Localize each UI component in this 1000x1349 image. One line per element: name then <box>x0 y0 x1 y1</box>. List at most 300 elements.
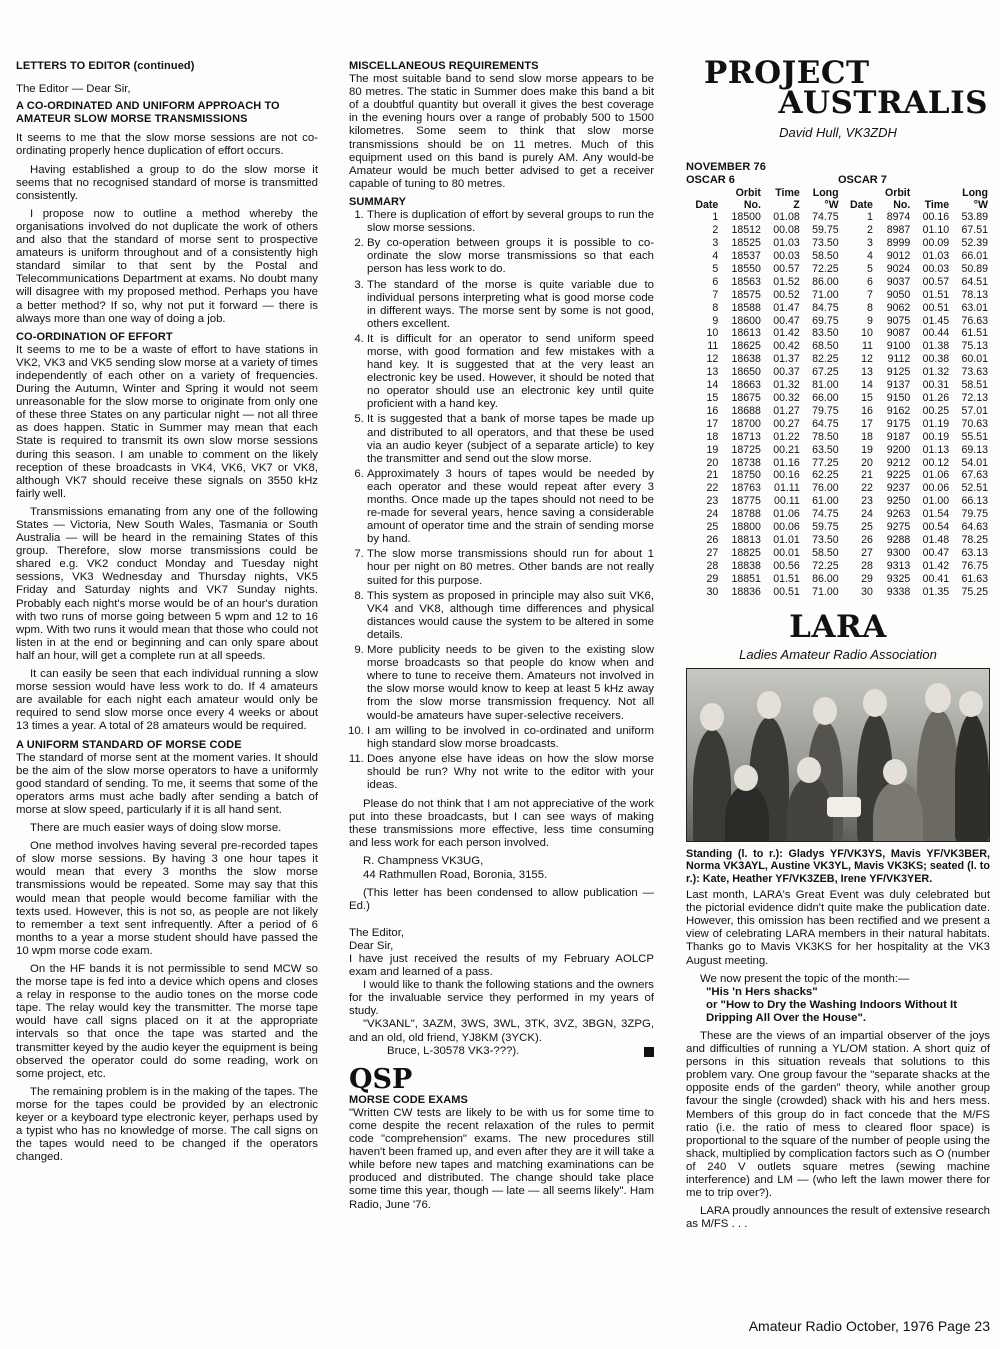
table-cell: 79.75 <box>961 508 988 521</box>
table-row <box>686 586 990 599</box>
table-cell: 54.01 <box>961 456 988 469</box>
paragraph: "Written CW tests are likely to be with us for some time to come despite the recent relaxation of the rules to permit code "comprehension" exams. The new procedures still haven't been framed up, and even after they are it will take a while before new tapes and matching examinations can be produced and distributed. The change should take place some time this year, though — late — all seems likely". Ham Radio, June '76. <box>349 1106 654 1211</box>
column-header <box>686 187 720 199</box>
table-cell: 18638 <box>731 353 761 366</box>
lara-title: LARA <box>789 609 887 646</box>
table-row <box>686 366 990 379</box>
table-cell: 18 <box>706 430 719 443</box>
table-cell: 00.12 <box>922 456 950 469</box>
column-header: Orbit <box>735 187 761 200</box>
table-cell: 83.50 <box>812 327 839 340</box>
table-cell: 00.38 <box>922 353 950 366</box>
table-cell: 29 <box>706 572 719 585</box>
table-cell: 00.47 <box>773 314 800 327</box>
table-cell: 18725 <box>731 443 761 456</box>
column-header: °W <box>824 199 839 212</box>
table-cell: 18625 <box>731 340 761 353</box>
column-header: Time <box>924 199 950 212</box>
table-cell: 01.47 <box>773 301 800 314</box>
table-cell: 18763 <box>731 482 761 495</box>
table-row <box>686 315 990 328</box>
list-item: 9. More publicity needs to be given to the existing slow morse broadcasts so that people do know when and where to tune to receive them. Amateurs not involved in the slow morse would know to keep at least 5 kHz away from the slow morse transmission frequency. Not all would-be amateurs have super-selective receivers. <box>367 644 654 723</box>
column-header: No. <box>743 199 761 212</box>
oscar6-label: OSCAR 6 <box>686 174 735 187</box>
table-row <box>686 237 990 250</box>
list-item: 5. It is suggested that a bank of morse tapes be made up and distributed to all operators, and that these be used via an audio keyer (subject of a separate article) to key the transmitter and send out the slow morse. <box>367 413 654 465</box>
table-cell: 18550 <box>731 262 761 275</box>
table-cell: 00.16 <box>922 211 950 224</box>
table-cell: 52.39 <box>961 237 988 250</box>
table-cell: 9012 <box>886 250 911 262</box>
paragraph: The most suitable band to send slow morse appears to be 80 metres. The static in Summer does make this band a bit of a doubtful quantity but overall it gives the best coverage in the evening hours over a range of probably 500 to 1500 kilometres. Some seem to think that slow morse transmissions should be on 11 metres. Much of this equipment used on this band is purely AM. Any would-be Amateur would be much better advised to get a receiver capable of tuning to 80 metres. <box>349 73 654 190</box>
table-cell: 76.63 <box>961 314 988 327</box>
paragraph: The standard of morse sent at the moment varies. It should be the aim of the slow morse operators to have a uniformly good standard of sending. To me, it seems that some of the operators arms must ache badly after sending a batch of morse at slow speed, particularly if it is all hand sent. <box>16 751 318 816</box>
table-cell: 64.51 <box>961 275 988 288</box>
table-cell: 9237 <box>886 482 911 495</box>
table-cell: 00.19 <box>922 430 950 443</box>
column-header: °W <box>973 199 988 212</box>
table-cell: 00.01 <box>773 546 800 559</box>
table-cell: 18836 <box>731 585 761 598</box>
table-cell: 18 <box>861 430 873 443</box>
table-cell: 26 <box>706 533 719 546</box>
table-cell: 19 <box>706 443 719 456</box>
table-cell: 26 <box>861 533 873 546</box>
table-cell: 1 <box>712 211 719 224</box>
table-cell: 76.75 <box>961 559 988 572</box>
table-cell: 4 <box>712 250 719 262</box>
subheading: MORSE CODE EXAMS <box>349 1093 468 1106</box>
orbit-table-body <box>686 211 990 598</box>
table-cell: 72.13 <box>961 391 988 404</box>
photo-caption: Standing (l. to r.): Gladys YF/VK3YS, Mavis YF/VK3BER, Norma VK3AYL, Austine VK3YL, Mavis VK3KS; seated (l. to r.): Kate, Heather YF/VK3ZEB, Irene YF/VK3YER. <box>686 847 990 885</box>
table-row <box>686 392 990 405</box>
section-heading: LETTERS TO EDITOR (continued) <box>16 60 195 72</box>
table-cell: 57.01 <box>961 404 988 417</box>
table-cell: 8 <box>712 301 719 314</box>
table-cell: 60.01 <box>961 353 988 366</box>
table-cell: 01.52 <box>773 275 800 288</box>
table-cell: 73.50 <box>812 237 839 250</box>
table-cell: 9112 <box>887 353 911 366</box>
table-cell: 00.42 <box>773 340 800 353</box>
table-cell: 6 <box>867 275 873 288</box>
table-cell: 2 <box>867 224 873 237</box>
paragraph: Last month, LARA's Great Event was duly celebrated but the pictorial evidence didn't quite make the publication date. However, this omission has been rectified and we present a view of celebrating LARA members in their natural habitats. Thanks go to Mavis VK3KS for her hospitality at the VK3 August meeting. <box>686 889 990 967</box>
table-cell: 59.75 <box>812 521 839 534</box>
table-cell: 76.00 <box>812 482 839 495</box>
paragraph: On the HF bands it is not permissible to send MCW so the morse tape is fed into a device which opens and closes a relay in response to the audio tones on the morse code tape. The relay would key the transmitter. The morse tape would have call signs placed on it at the appropriate intervals so that once the tape was started and the transmitter keyed by the audio keyer the equipment is being observed the operator could do some reading, work on some project, etc. <box>16 963 318 1080</box>
table-cell: 9050 <box>886 288 911 301</box>
table-cell: 17 <box>861 417 873 430</box>
table-cell: 18838 <box>731 559 761 572</box>
table-cell: 9313 <box>886 559 911 572</box>
table-cell: 01.51 <box>922 288 950 301</box>
table-cell: 12 <box>861 353 873 366</box>
table-cell: 16 <box>861 404 873 417</box>
letter-title: A CO-ORDINATED AND UNIFORM APPROACH TO AMATEUR SLOW MORSE TRANSMISSIONS <box>16 100 280 126</box>
table-row <box>686 431 990 444</box>
qsp-title: QSP <box>349 1063 413 1095</box>
table-cell: 18813 <box>731 533 761 546</box>
column-header: Time <box>775 187 800 200</box>
table-cell: 24 <box>706 508 719 521</box>
table-row <box>686 418 990 431</box>
table-cell: 63.01 <box>961 301 988 314</box>
table-cell: 01.42 <box>922 559 950 572</box>
signature-name <box>349 1045 654 1058</box>
table-cell: 00.06 <box>922 482 950 495</box>
project-title-line2: AUSTRALIS <box>778 85 988 121</box>
table-cell: 9037 <box>886 275 911 288</box>
table-cell: 28 <box>861 559 873 572</box>
table-cell: 01.03 <box>773 237 800 250</box>
table-cell: 00.56 <box>773 559 800 572</box>
list-item: 10. I am willing to be involved in co-ordinated and uniform high standard slow morse broadcasts. <box>367 725 654 751</box>
table-cell: 64.63 <box>961 521 988 534</box>
table-cell: 3 <box>867 237 873 250</box>
table-cell: 66.13 <box>961 495 988 508</box>
byline: David Hull, VK3ZDH <box>779 125 897 140</box>
table-cell: 01.01 <box>773 533 800 546</box>
table-cell: 27 <box>861 546 873 559</box>
paragraph: These are the views of an impartial observer of the joys and difficulties of running a YL/OM station. A short quiz of persons in this situation reveals that solutions to this problem vary. One group favour the "separate shacks at the opposite ends of the garden" theory, while another group favour the single (crowded) shack with his and hers mess. Members of this group do in fact concede that the M/FS ratio (i.e. the ratio of mess to cleared floor space) is proportional to the square of the number of people using the shack, multiplied by complication factors such as O (number of 240 V outlets square metres (sewing machine interference) and LM — (who left the lawn mower there for me to trip over?). <box>686 1030 990 1200</box>
table-row <box>686 250 990 263</box>
table-cell: 58.50 <box>812 546 839 559</box>
table-cell: 61.51 <box>961 327 988 340</box>
table-cell: 18738 <box>731 456 761 469</box>
table-row <box>686 457 990 470</box>
table-cell: 58.50 <box>812 250 839 262</box>
table-cell: 82.25 <box>812 353 839 366</box>
table-cell: 29 <box>861 572 873 585</box>
table-cell: 01.06 <box>773 508 800 521</box>
column-header <box>912 187 951 199</box>
table-cell: 67.51 <box>961 224 988 237</box>
list-item: 7. The slow morse transmissions should run for about 1 hour per night on 80 metres. Other bands are not really suited for this purpose. <box>367 548 654 587</box>
table-cell: 66.00 <box>812 391 839 404</box>
table-cell: 9024 <box>886 262 911 275</box>
table-cell: 22 <box>861 482 873 495</box>
table-cell: 15 <box>706 391 719 404</box>
table-cell: 00.08 <box>773 224 800 237</box>
column-header: Date <box>695 199 719 212</box>
table-cell: 01.00 <box>922 495 950 508</box>
table-cell: 73.63 <box>961 366 988 379</box>
table-cell: 75.25 <box>961 585 988 598</box>
table-cell: 01.06 <box>922 469 950 482</box>
salutation: The Editor — Dear Sir, <box>16 83 131 96</box>
topic-line <box>686 986 990 999</box>
table-cell: 01.22 <box>773 430 800 443</box>
table-cell: 9225 <box>886 469 911 482</box>
table-row <box>686 560 990 573</box>
table-cell: 70.63 <box>961 417 988 430</box>
table-cell: 21 <box>861 469 873 482</box>
table-cell: 01.38 <box>922 340 950 353</box>
column-header: Long <box>812 187 839 200</box>
table-cell: 9200 <box>886 443 911 456</box>
table-cell: 74.75 <box>812 211 839 224</box>
table-row <box>686 302 990 315</box>
table-cell: 72.25 <box>812 559 839 572</box>
table-cell: 9137 <box>886 379 911 392</box>
table-cell: 01.10 <box>922 224 950 237</box>
table-row <box>686 573 990 586</box>
table-cell: 00.03 <box>773 250 800 262</box>
table-cell: 18525 <box>731 237 761 250</box>
table-cell: 18750 <box>731 469 761 482</box>
table-cell: 18512 <box>731 224 761 237</box>
list-item: 11. Does anyone else have ideas on how the slow morse should be run? Why not write to the editor with your ideas. <box>367 753 654 792</box>
topic-title: "His 'n Hers shacks" <box>706 985 818 998</box>
table-cell: 9062 <box>886 301 911 314</box>
table-cell: 69.13 <box>961 443 988 456</box>
table-cell: 9263 <box>886 508 911 521</box>
table-cell: 8999 <box>886 237 911 250</box>
table-cell: 18537 <box>731 250 761 262</box>
table-cell: 74.75 <box>812 508 839 521</box>
table-cell: 5 <box>867 262 873 275</box>
table-row <box>686 224 990 237</box>
table-row <box>686 276 990 289</box>
table-cell: 55.51 <box>961 430 988 443</box>
table-cell: 23 <box>861 495 873 508</box>
table-cell: 00.16 <box>773 469 800 482</box>
table-cell: 00.11 <box>774 495 800 508</box>
table-cell: 00.31 <box>922 379 950 392</box>
table-cell: 9325 <box>886 572 911 585</box>
table-cell: 9300 <box>886 546 911 559</box>
table-cell: 58.51 <box>961 379 988 392</box>
subheading: MISCELLANEOUS REQUIREMENTS <box>349 60 539 72</box>
table-cell: 01.48 <box>922 533 950 546</box>
table-cell: 01.35 <box>922 585 950 598</box>
paragraph: I have just received the results of my February AOLCP exam and learned of a pass. <box>349 953 654 979</box>
table-cell: 9075 <box>886 314 911 327</box>
table-cell: 15 <box>861 391 873 404</box>
table-cell: 20 <box>861 456 873 469</box>
table-cell: 9 <box>867 314 873 327</box>
table-cell: 81.00 <box>812 379 839 392</box>
table-cell: 01.16 <box>773 456 800 469</box>
table-cell: 61.00 <box>812 495 839 508</box>
column-header: Date <box>849 199 873 212</box>
table-cell: 10 <box>706 327 719 340</box>
table-row <box>686 444 990 457</box>
paragraph: There are much easier ways of doing slow morse. <box>30 822 282 835</box>
table-cell: 18563 <box>731 275 761 288</box>
table-cell: 9338 <box>886 585 911 598</box>
table-cell: 9175 <box>886 417 911 430</box>
table-month: NOVEMBER 76 <box>686 161 766 174</box>
table-cell: 00.52 <box>773 288 800 301</box>
paragraph: I would like to thank the following stations and the owners for the invaluable service they performed in my years of study. <box>349 979 654 1018</box>
table-cell: 86.00 <box>812 572 839 585</box>
table-cell: 20 <box>706 456 719 469</box>
signature-name: R. Champness VK3UG, <box>363 855 484 868</box>
paragraph: Please do not think that I am not appreciative of the work put into these broadcasts, but I can see ways of making these transmissions more effective, less time consuming and less work for each person involved. <box>349 798 654 850</box>
table-cell: 18788 <box>731 508 761 521</box>
table-row <box>686 327 990 340</box>
table-cell: 9087 <box>886 327 911 340</box>
table-cell: 61.63 <box>961 572 988 585</box>
paragraph: It seems to me to be a waste of effort to have stations in VK2, VK3 and VK5 sending slow morse at a variety of times independently of each other on a variety of frequencies. During the Autumn, Winter and Spring it would not seem unreasonable for the slow morse to originate from only one of these three States on any particular night — not all three as does happen. Static in Summer may mean that each State is required to transmit its own slow morse sessions during this season. I am unable to comment on the likely reception of these broadcasts in VK4, VK6, VK7 or VK8, although VK7 should receive these signals on 3550 kHz fairly well. <box>16 343 319 500</box>
table-row <box>686 469 990 482</box>
table-cell: 11 <box>707 340 719 353</box>
table-cell: 9125 <box>886 366 911 379</box>
topic-line <box>686 999 990 1025</box>
table-cell: 23 <box>706 495 719 508</box>
table-row <box>686 340 990 353</box>
table-row <box>686 211 990 224</box>
table-cell: 00.41 <box>922 572 950 585</box>
table-cell: 8974 <box>886 211 911 224</box>
table-header-row <box>686 199 990 211</box>
list-item: 1. There is duplication of effort by several groups to run the slow morse sessions. <box>367 209 654 235</box>
editor-note: (This letter has been condensed to allow publication — Ed.) <box>349 886 654 912</box>
column-right <box>686 55 990 1236</box>
table-cell: 00.51 <box>773 585 800 598</box>
table-cell: 18575 <box>731 288 761 301</box>
table-cell: 72.25 <box>812 262 839 275</box>
letter-salutation: Dear Sir, <box>349 939 394 952</box>
table-cell: 5 <box>712 262 719 275</box>
table-cell: 00.25 <box>922 404 950 417</box>
table-cell: 9288 <box>886 533 911 546</box>
table-cell: 01.51 <box>773 572 800 585</box>
table-cell: 25 <box>706 521 719 534</box>
table-cell: 9100 <box>886 340 911 353</box>
letter-addressee: The Editor, <box>349 926 405 939</box>
table-cell: 19 <box>861 443 873 456</box>
table-cell: 18775 <box>731 495 761 508</box>
table-cell: 64.75 <box>812 417 839 430</box>
table-cell: 18713 <box>731 430 761 443</box>
table-cell: 66.01 <box>961 250 988 262</box>
table-row <box>686 547 990 560</box>
table-cell: 22 <box>706 482 719 495</box>
table-cell: 1 <box>867 211 873 224</box>
table-header-row <box>686 187 990 199</box>
table-cell: 01.32 <box>773 379 800 392</box>
table-cell: 17 <box>706 417 719 430</box>
table-cell: 6 <box>712 275 719 288</box>
paragraph: I propose now to outline a method whereby the organisations involved do not duplicate the work of others and also that the standard of morse sent to prospective amateurs is uniform throughout and of a consistently high standard similar to that sent by the Postal and Telecommunications Department at exams. No doubt many will disagree with my proposed method. Perhaps you have a better method? If so, why not put it forward — there is always more than one way of doing a job. <box>16 207 318 325</box>
table-cell: 01.08 <box>773 211 800 224</box>
column-header: Z <box>793 199 800 212</box>
table-cell: 18700 <box>731 417 761 430</box>
table-cell: 00.54 <box>922 521 950 534</box>
table-cell: 01.54 <box>922 508 950 521</box>
table-cell: 63.50 <box>812 443 839 456</box>
table-cell: 21 <box>706 469 719 482</box>
column-middle <box>349 60 654 1217</box>
table-cell: 78.50 <box>812 430 839 443</box>
group-photo <box>686 668 990 842</box>
table-cell: 62.25 <box>812 469 839 482</box>
table-cell: 27 <box>706 546 719 559</box>
end-mark-icon <box>644 1047 654 1057</box>
table-cell: 86.00 <box>812 275 839 288</box>
table-cell: 18663 <box>731 379 761 392</box>
table-row <box>686 534 990 547</box>
table-cell: 7 <box>867 288 873 301</box>
list-item: 8. This system as proposed in principle may also suit VK6, VK4 and VK8, although time differences and physical distances would cause the system to be altered in some details. <box>367 590 654 642</box>
table-cell: 52.51 <box>961 482 988 495</box>
table-cell: 8987 <box>886 224 911 237</box>
table-cell: 78.25 <box>961 533 988 546</box>
table-cell: 53.89 <box>961 211 988 224</box>
table-row <box>686 405 990 418</box>
table-cell: 01.03 <box>922 250 950 262</box>
table-cell: 78.13 <box>961 288 988 301</box>
table-cell: 01.11 <box>774 482 800 495</box>
table-cell: 00.47 <box>922 546 950 559</box>
table-cell: 18613 <box>731 327 761 340</box>
subheading: A UNIFORM STANDARD OF MORSE CODE <box>16 738 242 751</box>
table-cell: 18851 <box>731 572 761 585</box>
table-cell: 14 <box>861 379 873 392</box>
paragraph: It seems to me that the slow morse sessions are not co-ordinating properly hence duplication of effort occurs. <box>16 132 318 158</box>
table-cell: 01.32 <box>922 366 950 379</box>
table-cell: 18500 <box>731 211 761 224</box>
table-cell: 13 <box>706 366 719 379</box>
column-header <box>841 187 875 199</box>
list-item: 3. The standard of the morse is quite variable due to individual persons interpreting what is good morse code in different ways. The morse sent by some is not good, others excellent. <box>367 279 654 331</box>
list-item: 2. By co-operation between groups it is possible to co-ordinate the slow morse transmissions so that each person has less work to do. <box>367 237 654 276</box>
table-row <box>686 289 990 302</box>
table-cell: 9212 <box>886 456 911 469</box>
table-cell: 3 <box>712 237 719 250</box>
table-cell: 71.00 <box>812 288 839 301</box>
table-cell: 50.89 <box>961 262 988 275</box>
table-row <box>686 508 990 521</box>
table-row <box>686 495 990 508</box>
table-row <box>686 521 990 534</box>
oscar7-label: OSCAR 7 <box>838 174 887 187</box>
table-cell: 18650 <box>731 366 761 379</box>
column-header: Long <box>962 187 988 200</box>
topic-subtitle: or "How to Dry the Washing Indoors Without It Dripping All Over the House". <box>706 998 958 1024</box>
paragraph: "VK3ANL", 3AZM, 3WS, 3WL, 3TK, 3VZ, 3BGN, 3ZPG, and an old, old friend, YJ8KM (3YCK). <box>349 1018 654 1044</box>
table-cell: 18588 <box>731 301 761 314</box>
table-cell: 00.57 <box>773 262 800 275</box>
table-cell: 18800 <box>731 521 761 534</box>
table-cell: 30 <box>706 585 719 598</box>
table-cell: 00.51 <box>922 301 950 314</box>
table-cell: 18675 <box>731 391 761 404</box>
table-cell: 00.57 <box>922 275 950 288</box>
table-cell: 13 <box>861 366 873 379</box>
table-cell: 14 <box>706 379 719 392</box>
table-cell: 59.75 <box>812 224 839 237</box>
table-cell: 11 <box>861 340 873 353</box>
table-row <box>686 353 990 366</box>
paragraph: Having established a group to do the slow morse it seems that no recognised standard of morse is transmitted consistently. <box>16 163 318 202</box>
table-cell: 75.13 <box>961 340 988 353</box>
table-cell: 01.42 <box>773 327 800 340</box>
table-cell: 9275 <box>886 521 911 534</box>
table-cell: 00.21 <box>773 443 800 456</box>
table-cell: 67.25 <box>812 366 839 379</box>
list-item: 6. Approximately 3 hours of tapes would be needed by each operator and these would repeat after every 3 months. Once made up the tapes should not need to be re-made for several years, hence saving a considerable amount of operator time and the strain of sending morse by hand. <box>367 468 654 547</box>
table-cell: 30 <box>861 585 873 598</box>
table-cell: 18600 <box>731 314 761 327</box>
table-cell: 25 <box>861 521 873 534</box>
table-cell: 7 <box>712 288 719 301</box>
table-cell: 9162 <box>886 404 911 417</box>
